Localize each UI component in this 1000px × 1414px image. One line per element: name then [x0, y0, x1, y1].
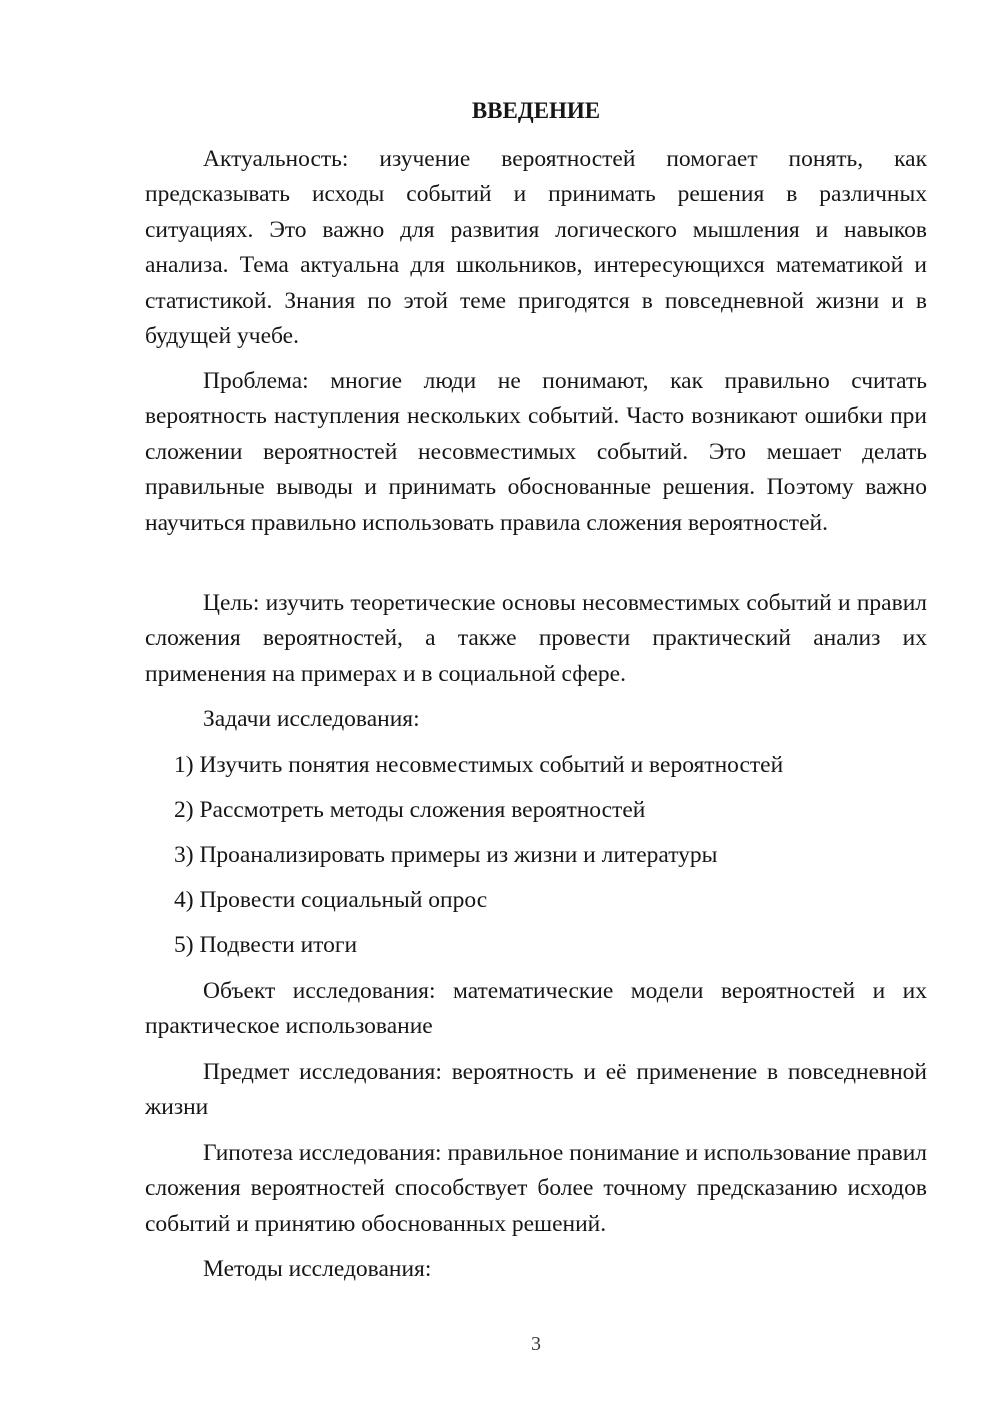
goal-paragraph: Цель: изучить теоретические основы несовместимых событий и правил сложения вероятностей, а также провести практический анализ их применения на примерах и в социальной сфере. — [145, 590, 927, 687]
page-title: ВВЕДЕНИЕ — [471, 98, 601, 123]
subject-paragraph: Предмет исследования: вероятность и её применение в повседневной жизни — [145, 1059, 927, 1121]
hypothesis-paragraph: Гипотеза исследования: правильное понимание и использование правил сложения вероятностей способствует более точному предсказанию исходов событий и принятию обоснованных решений. — [145, 1140, 927, 1237]
task-item-2: 2) Рассмотреть методы сложения вероятностей — [174, 797, 646, 823]
task-item-4: 4) Провести социальный опрос — [174, 887, 488, 913]
tasks-heading: Задачи исследования: — [203, 706, 420, 732]
task-item-1: 1) Изучить понятия несовместимых событий и вероятностей — [174, 752, 784, 778]
problem-paragraph: Проблема: многие люди не понимают, как правильно считать вероятность наступления нескольких событий. Часто возникают ошибки при сложении вероятностей несовместимых событий. Это мешает делать правильные выводы и принимать обоснованные решения. Поэтому важно научиться правильно использовать правила сложения вероятностей. — [145, 368, 927, 536]
methods-heading: Методы исследования: — [203, 1256, 432, 1282]
task-item-5: 5) Подвести итоги — [174, 932, 358, 958]
relevance-paragraph: Актуальность: изучение вероятностей помогает понять, как предсказывать исходы событий и принимать решения в различных ситуациях. Это важно для развития логического мышления и навыков анализа. Тема актуальна для школьников, интересующихся математикой и статистикой. Знания по этой теме пригодятся в повседневной жизни и в будущей учебе. — [145, 146, 927, 350]
page-number: 3 — [531, 1333, 541, 1355]
task-item-3: 3) Проанализировать примеры из жизни и литературы — [174, 842, 718, 868]
object-paragraph: Объект исследования: математические модели вероятностей и их практическое использование — [145, 978, 927, 1040]
